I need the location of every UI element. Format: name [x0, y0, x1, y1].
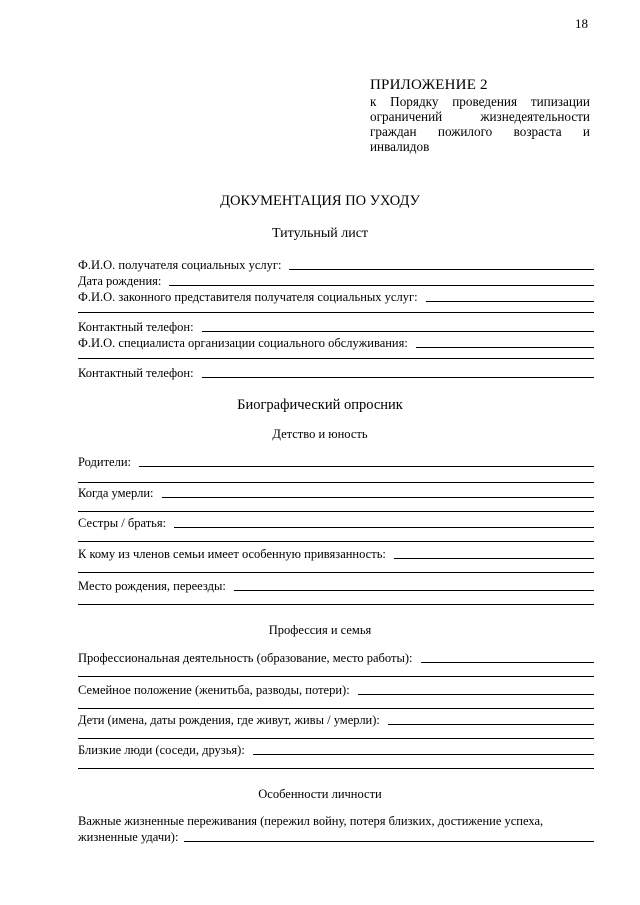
appendix-block [370, 77, 590, 154]
appendix-title: ПРИЛОЖЕНИЕ 2 [370, 77, 488, 93]
life-experiences-label: Важные жизненные переживания (пережил войну, потеря близких, достижение успеха, [78, 814, 544, 828]
profession-field[interactable] [78, 649, 594, 665]
continuation-line[interactable] [78, 482, 594, 483]
life-experiences-field[interactable] [78, 813, 594, 845]
continuation-line[interactable] [78, 768, 594, 769]
input-line[interactable] [202, 377, 594, 378]
continuation-line[interactable] [78, 738, 594, 739]
input-line[interactable] [421, 662, 595, 663]
continuation-line[interactable] [78, 676, 594, 677]
input-line[interactable] [184, 841, 594, 842]
appendix-text: к Порядку проведения типизации ограничений жизнедеятельности граждан пожилого возраста и инвалидов [370, 94, 590, 154]
input-line[interactable] [416, 347, 594, 348]
specialist-name-field[interactable] [78, 334, 594, 350]
siblings-field[interactable] [78, 514, 594, 530]
childhood-heading: Детство и юность [272, 427, 368, 441]
marital-status-label: Семейное положение (женитьба, разводы, потери): [78, 683, 350, 697]
parents-label: Родители: [78, 455, 131, 469]
input-line[interactable] [169, 285, 594, 286]
contact-phone-field[interactable] [78, 318, 594, 334]
input-line[interactable] [289, 269, 594, 270]
input-line[interactable] [394, 558, 594, 559]
biography-heading: Биографический опросник [237, 397, 403, 413]
input-line[interactable] [174, 527, 594, 528]
continuation-line[interactable] [78, 358, 594, 359]
input-line[interactable] [202, 331, 594, 332]
input-line[interactable] [139, 466, 594, 467]
specialist-phone-label: Контактный телефон: [78, 366, 194, 380]
birthplace-field[interactable] [78, 577, 594, 593]
legal-representative-label: Ф.И.О. законного представителя получателя социальных услуг: [78, 290, 418, 304]
input-line[interactable] [358, 694, 594, 695]
continuation-line[interactable] [78, 604, 594, 605]
siblings-label: Сестры / братья: [78, 516, 167, 530]
birth-date-field[interactable] [78, 272, 594, 288]
death-date-field[interactable] [78, 484, 594, 500]
continuation-line[interactable] [78, 572, 594, 573]
recipient-name-label: Ф.И.О. получателя социальных услуг: [78, 258, 282, 272]
input-line[interactable] [426, 301, 594, 302]
profession-heading: Профессия и семья [268, 623, 372, 637]
contact-phone-label: Контактный телефон: [78, 320, 194, 334]
continuation-line[interactable] [78, 708, 594, 709]
personality-heading: Особенности личности [258, 787, 382, 801]
input-line[interactable] [234, 590, 594, 591]
continuation-line[interactable] [78, 541, 594, 542]
life-experiences-label-continued: жизненные удачи): [78, 830, 179, 844]
marital-status-field[interactable] [78, 681, 594, 697]
specialist-phone-field[interactable] [78, 364, 594, 380]
children-label: Дети (имена, даты рождения, где живут, живы / умерли): [78, 713, 380, 727]
input-line[interactable] [162, 497, 594, 498]
continuation-line[interactable] [78, 312, 594, 313]
attachment-label: К кому из членов семьи имеет особенную привязанность: [78, 547, 386, 561]
input-line[interactable] [388, 724, 594, 725]
birthplace-label: Место рождения, переезды: [78, 579, 226, 593]
specialist-name-label: Ф.И.О. специалиста организации социального обслуживания: [78, 336, 408, 350]
title-sheet-heading: Титульный лист [271, 226, 369, 241]
input-line[interactable] [253, 754, 594, 755]
birth-date-label: Дата рождения: [78, 274, 162, 288]
death-date-label: Когда умерли: [78, 486, 154, 500]
attachment-field[interactable] [78, 545, 594, 561]
profession-label: Профессиональная деятельность (образование, место работы): [78, 651, 413, 665]
continuation-line[interactable] [78, 511, 594, 512]
legal-representative-field[interactable] [78, 288, 594, 304]
children-field[interactable] [78, 711, 594, 727]
parents-field[interactable] [78, 453, 594, 469]
page-number: 18 [575, 16, 588, 31]
recipient-name-field[interactable] [78, 256, 594, 272]
close-people-label: Близкие люди (соседи, друзья): [78, 743, 245, 757]
document-title: ДОКУМЕНТАЦИЯ ПО УХОДУ [220, 193, 420, 209]
close-people-field[interactable] [78, 741, 594, 757]
